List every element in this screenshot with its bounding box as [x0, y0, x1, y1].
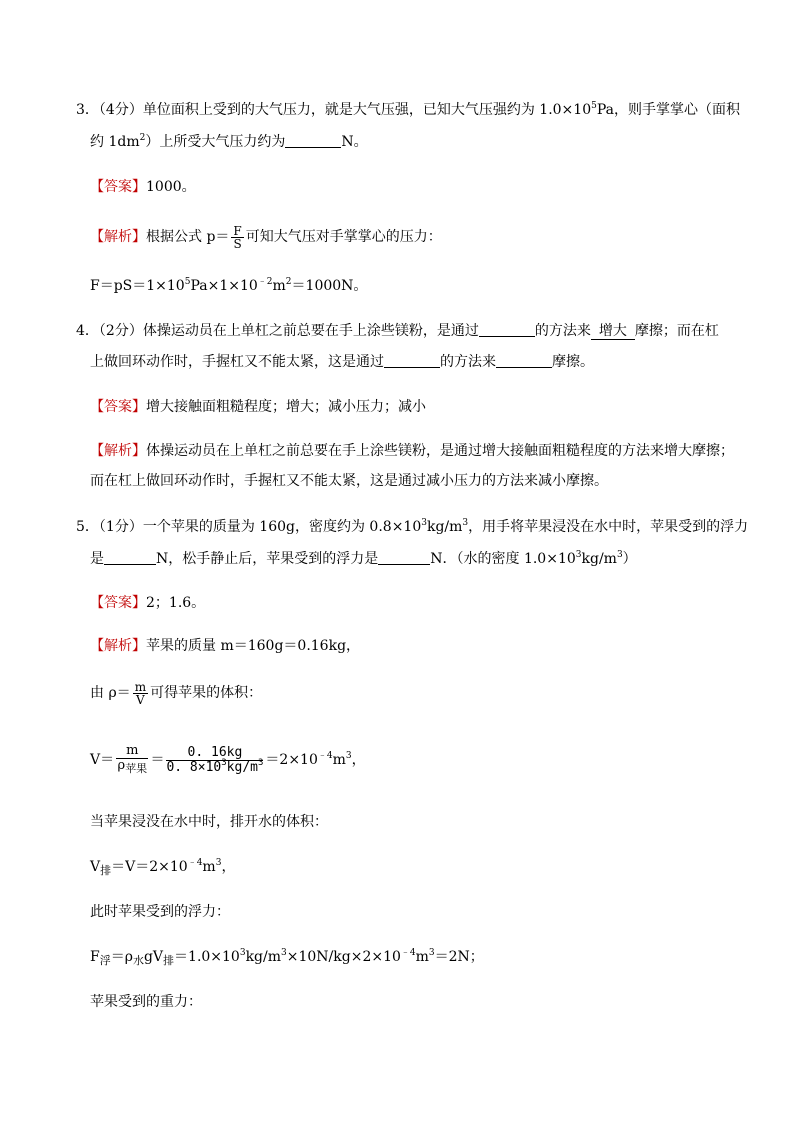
fraction-f-over-s	[231, 225, 243, 250]
analysis-text: 当苹果浸没在水中时，排开水的体积：	[90, 814, 328, 830]
q5-answer	[90, 592, 205, 614]
frac-den: S	[233, 236, 242, 251]
analysis-text: 由 ρ＝	[90, 685, 131, 701]
q5-density-line	[90, 678, 262, 708]
answer-text: 1000。	[146, 179, 196, 195]
analysis-text: 可得苹果的体积：	[150, 685, 263, 701]
calc-text: ＝2×10	[265, 752, 318, 768]
calc-text: V＝	[90, 752, 115, 768]
q4-line1	[76, 320, 719, 342]
calc-exp: 5	[184, 277, 191, 287]
calc-text: F＝pS＝1×10	[90, 278, 185, 294]
q4-text: 摩擦；而在杠	[634, 323, 719, 339]
answer-label: 【答案】	[90, 399, 146, 415]
calc-text: Pa×1×10	[190, 278, 258, 294]
calc-exp: ﹣4	[317, 751, 333, 761]
q5-score: （1分）	[98, 519, 143, 535]
frac-num	[116, 744, 148, 759]
filled-blank: 增大	[591, 323, 635, 340]
frac-exp: 3	[257, 757, 264, 768]
frac-den	[116, 759, 148, 776]
q5-analysis	[90, 635, 360, 657]
calc-text: m	[202, 859, 216, 875]
subscript: 水	[132, 954, 144, 967]
q5-text: N．（水的密度 1.0×10	[430, 551, 576, 567]
analysis-text: 而在杠上做回环动作时，手握杠又不能太紧，这是通过减小压力的方法来减小摩擦。	[90, 473, 608, 489]
q5-exp: 3	[575, 550, 582, 560]
q4-answer	[90, 396, 426, 418]
q4-text: 的方法来	[440, 354, 496, 370]
q4-analysis-line2	[90, 470, 608, 492]
calc-text: ＝1.0×10	[174, 949, 240, 965]
calc-exp: 3	[239, 948, 246, 958]
frac-num-text: m	[126, 743, 139, 758]
calc-text: m	[332, 752, 346, 768]
frac-den: V	[136, 692, 145, 707]
calc-exp: ﹣4	[400, 948, 416, 958]
q4-number: 4．	[76, 323, 99, 339]
q5-exp: 3	[462, 518, 469, 528]
q5-vpai-line	[90, 856, 235, 882]
answer-blank	[285, 133, 341, 148]
analysis-label: 【解析】	[90, 443, 146, 459]
answer-label: 【答案】	[90, 179, 146, 195]
q5-text: N，松手静止后，苹果受到的浮力是	[156, 551, 379, 567]
q5-number: 5．	[76, 519, 99, 535]
calc-exp: 3	[215, 858, 222, 868]
analysis-text: 苹果的质量 m＝160g＝0.16kg，	[146, 638, 361, 654]
q5-volume-line	[90, 740, 366, 780]
calc-text: ＝2N；	[434, 949, 484, 965]
q5-text: kg/m	[581, 551, 617, 567]
q5-exp: 3	[616, 550, 623, 560]
answer-blank	[378, 550, 430, 565]
answer-blank	[479, 322, 535, 337]
answer-blank	[384, 353, 440, 368]
analysis-text: 体操运动员在上单杠之前总要在手上涂些镁粉，是通过增大接触面粗糙程度的方法来增大摩擦；	[146, 443, 734, 459]
analysis-text: 苹果受到的重力：	[90, 994, 202, 1010]
subscript: 浮	[99, 954, 111, 967]
q3-text: Pa，则手掌掌心（面积	[596, 102, 740, 118]
calc-text: V	[90, 859, 101, 875]
frac-num: F	[233, 223, 242, 238]
answer-label: 【答案】	[90, 595, 146, 611]
q5-line1	[76, 516, 748, 538]
frac-num: 0. 16kg	[166, 746, 263, 761]
q3-line1	[76, 99, 740, 121]
calc-exp: 3	[345, 751, 352, 761]
fraction-m-over-rho	[116, 744, 148, 776]
q3-answer	[90, 176, 196, 198]
q5-exp: 3	[421, 518, 427, 528]
q4-text: 体操运动员在上单杠之前总要在手上涂些镁粉，是通过	[142, 323, 479, 339]
q4-score: （2分）	[98, 323, 143, 339]
calc-text: gV	[143, 949, 164, 965]
answer-text: 2；1.6。	[146, 595, 206, 611]
q4-text: 上做回环动作时，手握杠又不能太紧，这是通过	[90, 354, 384, 370]
q5-text: 是	[90, 551, 104, 567]
answer-text: 增大接触面粗糙程度；增大；减小压力；减小	[146, 399, 426, 415]
answer-blank	[104, 550, 156, 565]
fraction-m-over-v	[133, 681, 148, 706]
calc-text: m	[272, 278, 286, 294]
q4-line2	[90, 351, 594, 373]
analysis-label: 【解析】	[90, 638, 146, 654]
calc-exp: ﹣2	[257, 277, 273, 287]
calc-text: ＝V＝2×10	[111, 859, 188, 875]
calc-text: m	[415, 949, 429, 965]
q3-score: （4分）	[98, 102, 143, 118]
q5-text: ）	[622, 551, 637, 567]
analysis-label: 【解析】	[90, 229, 146, 245]
rho-symbol: ρ	[117, 758, 126, 773]
q5-text: kg/m	[426, 519, 463, 535]
calc-text: ＝1000N。	[291, 278, 368, 294]
calc-text: ＝	[150, 752, 165, 768]
q4-text: 摩擦。	[552, 354, 594, 370]
frac-den-text: 0. 8×10	[166, 759, 222, 775]
q5-buoy-line	[90, 901, 230, 923]
calc-exp: 3	[428, 948, 435, 958]
subscript: 排	[163, 954, 175, 967]
q5-text: ，用手将苹果浸没在水中时，苹果受到的浮力	[468, 519, 749, 535]
q5-submerge-line	[90, 811, 328, 833]
q3-text: 约 1dm	[90, 134, 140, 150]
analysis-text: 可知大气压对手掌掌心的压力：	[245, 229, 442, 245]
q3-calc	[90, 275, 367, 297]
q3-analysis	[90, 222, 442, 252]
q5-gravity-line	[90, 991, 202, 1013]
calc-text: ×10N/kg×2×10	[286, 949, 401, 965]
q5-line2	[90, 548, 637, 570]
answer-blank	[496, 353, 552, 368]
q5-text: 一个苹果的质量为 160g，密度约为 0.8×10	[142, 519, 422, 535]
analysis-text: 此时苹果受到的浮力：	[90, 904, 230, 920]
q3-text: 单位面积上受到的大气压力，就是大气压强，已知大气压强约为 1.0×10	[142, 102, 592, 118]
calc-exp: ﹣4	[187, 858, 203, 868]
fraction-volume	[166, 746, 263, 775]
calc-text: ，	[351, 752, 366, 768]
frac-exp: 3	[221, 757, 227, 768]
q4-text: 的方法来	[534, 323, 591, 339]
calc-exp: 2	[285, 277, 292, 287]
calc-text: ，	[221, 859, 236, 875]
q4-analysis-line1	[90, 440, 734, 462]
calc-text: F	[90, 949, 100, 965]
subscript: 排	[100, 864, 112, 877]
q3-text: N。	[341, 134, 368, 150]
q5-force-line	[90, 946, 484, 972]
calc-exp: 3	[281, 948, 287, 958]
frac-den	[166, 757, 264, 775]
frac-num: m	[134, 679, 147, 694]
q3-number: 3．	[76, 102, 99, 118]
q3-text: ）上所受大气压力约为	[145, 134, 286, 150]
q3-exp: 5	[591, 101, 597, 111]
analysis-text: 根据公式 p＝	[146, 229, 230, 245]
frac-den-text: kg/m	[226, 759, 258, 775]
q3-line2	[90, 131, 368, 153]
subscript: 苹果	[125, 762, 148, 775]
calc-text: kg/m	[245, 949, 282, 965]
q3-exp: 2	[139, 133, 146, 143]
calc-text: ＝ρ	[110, 949, 133, 965]
